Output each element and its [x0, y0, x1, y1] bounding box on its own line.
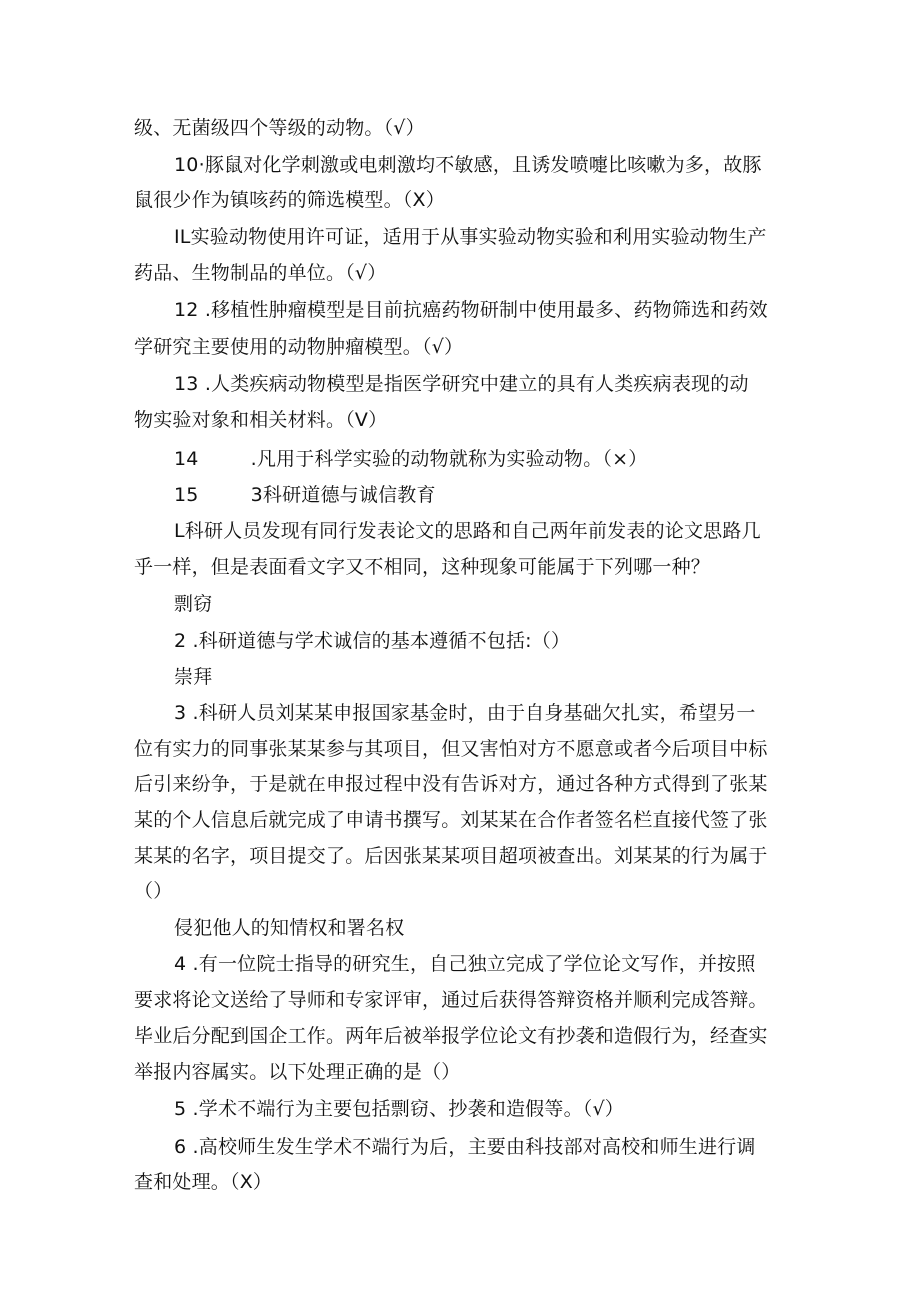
text-line-27: 查和处理。（X）: [134, 1171, 273, 1193]
text-line-6: 12 .移植性肿瘤模型是目前抗癌药物研制中使用最多、药物筛选和药效: [174, 299, 768, 321]
text-line-23: 毕业后分配到国企工作。两年后被举报学位论文有抄袭和造假行为，经查实: [134, 1025, 768, 1047]
text-line-25: 5 .学术不端行为主要包括剽窃、抄袭和造假等。（√）: [174, 1098, 624, 1120]
text-line-18: 某的个人信息后就完成了申请书撰写。刘某某在合作者签名栏直接代签了张: [134, 809, 768, 831]
text-line-16: 位有实力的同事张某某参与其项目，但又害怕对方不愿意或者今后项目中标: [134, 738, 768, 760]
answer-line-2: 崇拜: [174, 666, 213, 688]
text-line-1: 级、无菌级四个等级的动物。（√）: [134, 117, 425, 139]
answer-line-3: 侵犯他人的知情权和署名权: [174, 917, 405, 939]
text-line-7: 学研究主要使用的动物肿瘤模型。（√）: [134, 336, 464, 358]
text-line-22: 要求将论文送给了导师和专家评审，通过后获得答辩资格并顺利完成答辩。: [134, 989, 768, 1011]
text-line-13: 乎一样，但是表面看文字又不相同，这种现象可能属于下列哪一种？: [134, 556, 711, 578]
text-line-24: 举报内容属实。以下处理正确的是（）: [134, 1061, 461, 1083]
item-text-14: .凡用于科学实验的动物就称为实验动物。（×）: [250, 448, 648, 470]
text-line-17: 后引来纷争，于是就在申报过程中没有告诉对方，通过各种方式得到了张某: [134, 773, 768, 795]
section-heading: 3科研道德与诚信教育: [250, 484, 436, 506]
text-line-9: 物实验对象和相关材料。（V）: [134, 409, 388, 431]
text-line-21: 4 .有一位院士指导的研究生，自己独立完成了学位论文写作，并按照: [174, 953, 756, 975]
text-line-12: L科研人员发现有同行发表论文的思路和自己两年前发表的论文思路几: [174, 520, 761, 542]
answer-line-1: 剽窃: [174, 593, 213, 615]
text-line-19: 某某的名字，项目提交了。后因张某某项目超项被查出。刘某某的行为属于: [134, 845, 768, 867]
text-line-5: 药品、生物制品的单位。（√）: [134, 262, 387, 284]
text-line-14: 2 .科研道德与学术诚信的基本遵循不包括:（）: [174, 630, 571, 652]
text-line-3: 鼠很少作为镇咳药的筛选模型。（X）: [134, 189, 445, 211]
text-line-26: 6 .高校师生发生学术不端行为后，主要由科技部对高校和师生进行调: [174, 1136, 756, 1158]
text-line-15: 3 .科研人员刘某某申报国家基金时，由于自身基础欠扎实，希望另一: [174, 702, 756, 724]
text-line-11: [174, 483, 436, 507]
item-number-15: 15: [174, 484, 199, 506]
text-line-10: [174, 447, 647, 471]
item-number-14: 14: [174, 448, 199, 470]
text-line-2: 10·豚鼠对化学刺激或电刺激均不敏感，且诱发喷嚏比咳嗽为多，故豚: [174, 154, 762, 176]
text-line-20: （）: [134, 880, 173, 902]
text-line-8: 13 .人类疾病动物模型是指医学研究中建立的具有人类疾病表现的动: [174, 373, 749, 395]
text-line-4: IL实验动物使用许可证，适用于从事实验动物实验和利用实验动物生产: [174, 226, 767, 248]
